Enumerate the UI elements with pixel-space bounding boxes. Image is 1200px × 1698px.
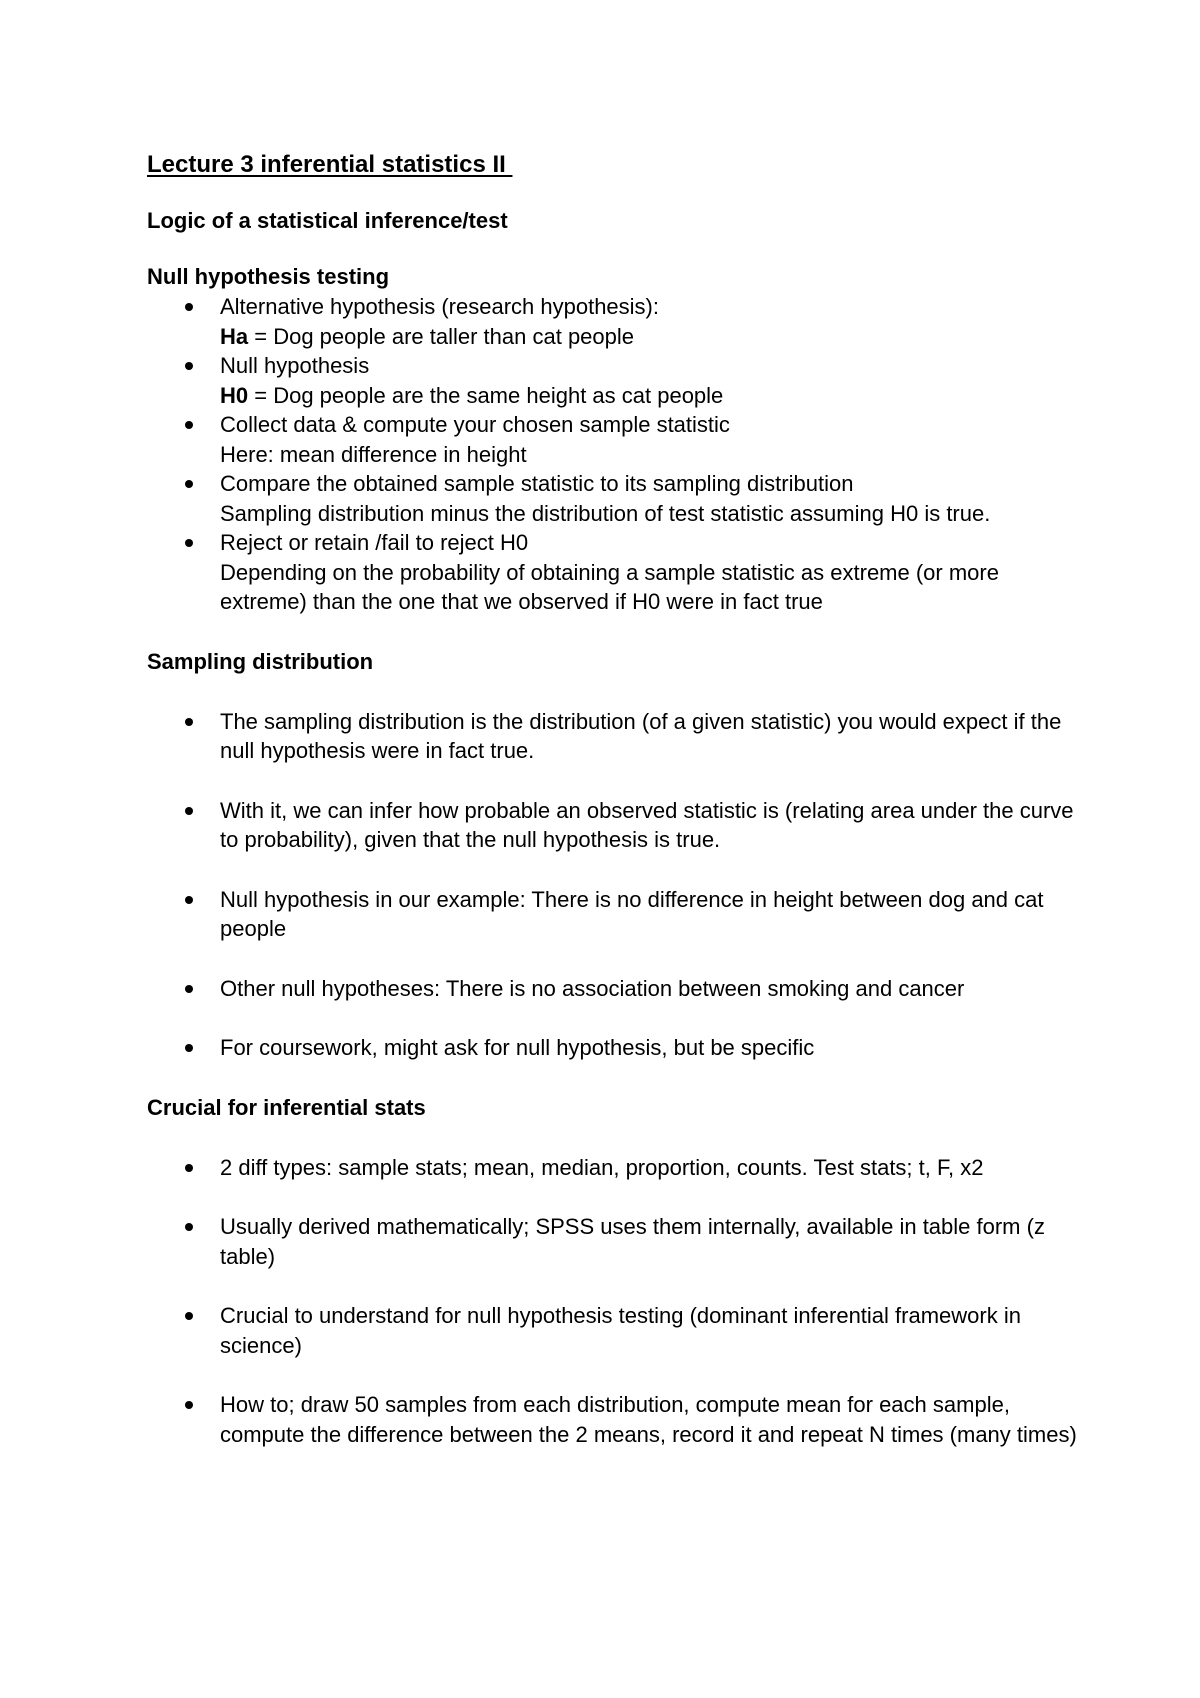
list-item bbox=[147, 1153, 1087, 1183]
list-item bbox=[147, 1301, 1087, 1360]
list-item bbox=[147, 351, 1087, 410]
list-item bbox=[147, 410, 1087, 469]
list-item-text: How to; draw 50 samples from each distribution, compute mean for each sample, compute the difference between the 2 means, record it and repeat N times (many times) bbox=[220, 1392, 1077, 1447]
bullet-icon bbox=[185, 1223, 193, 1231]
null-hypothesis-list bbox=[147, 292, 1087, 617]
list-item bbox=[147, 707, 1087, 766]
list-item-text: Null hypothesis bbox=[220, 353, 370, 378]
list-item bbox=[147, 1390, 1087, 1449]
list-item-text: Compare the obtained sample statistic to its sampling distribution bbox=[220, 471, 854, 496]
document-title: Lecture 3 inferential statistics II bbox=[147, 151, 513, 178]
document-subtitle: Logic of a statistical inference/test bbox=[147, 208, 508, 233]
list-item bbox=[147, 1212, 1087, 1271]
section-heading-null-hypothesis-testing: Null hypothesis testing bbox=[147, 264, 390, 289]
list-item bbox=[147, 469, 1087, 528]
list-item-text: Alternative hypothesis (research hypothesis): bbox=[220, 294, 659, 319]
bullet-icon bbox=[185, 807, 193, 815]
list-item-text: Collect data & compute your chosen sample statistic bbox=[220, 412, 730, 437]
list-item-subtext: Sampling distribution minus the distribution of test statistic assuming H0 is true. bbox=[220, 500, 991, 526]
bullet-icon bbox=[185, 1312, 193, 1320]
list-item-text: Other null hypotheses: There is no association between smoking and cancer bbox=[220, 975, 965, 1001]
list-item-text: Crucial to understand for null hypothesis testing (dominant inferential framework in science) bbox=[220, 1303, 1021, 1358]
bullet-icon bbox=[185, 1044, 193, 1052]
section-heading-crucial-for-inferential-stats: Crucial for inferential stats bbox=[147, 1094, 426, 1120]
list-item bbox=[147, 796, 1087, 855]
list-item bbox=[147, 1033, 1087, 1063]
hypothesis-text: = Dog people are the same height as cat people bbox=[248, 382, 724, 408]
list-item-subtext: Depending on the probability of obtaining a sample statistic as extreme (or more extreme) than the one that we observed if H0 were in fact true bbox=[220, 559, 999, 614]
bullet-icon bbox=[185, 1164, 193, 1172]
bullet-icon bbox=[185, 896, 193, 904]
bullet-icon bbox=[185, 718, 193, 726]
inferential-stats-list bbox=[147, 1153, 1087, 1450]
list-item-subtext: Here: mean difference in height bbox=[220, 441, 527, 467]
list-item-text: Reject or retain /fail to reject H0 bbox=[220, 530, 529, 555]
list-item bbox=[147, 885, 1087, 944]
document-body bbox=[147, 150, 1087, 1449]
bullet-icon bbox=[185, 303, 193, 311]
list-item-subtext bbox=[220, 381, 1087, 411]
list-item bbox=[147, 292, 1087, 351]
list-item-text: 2 diff types: sample stats; mean, median, proportion, counts. Test stats; t, F, x2 bbox=[220, 1154, 984, 1180]
bullet-icon bbox=[185, 1401, 193, 1409]
list-item-text: Usually derived mathematically; SPSS uses them internally, available in table form (z table) bbox=[220, 1214, 1045, 1269]
list-item bbox=[147, 974, 1087, 1004]
bullet-icon bbox=[185, 480, 193, 488]
hypothesis-label: Ha bbox=[220, 323, 249, 349]
list-item-text: For coursework, might ask for null hypothesis, but be specific bbox=[220, 1035, 815, 1060]
list-item-text: Null hypothesis in our example: There is no difference in height between dog and cat people bbox=[220, 886, 1044, 941]
section-heading-sampling-distribution: Sampling distribution bbox=[147, 648, 374, 674]
list-item bbox=[147, 528, 1087, 617]
bullet-icon bbox=[185, 362, 193, 370]
hypothesis-label: H0 bbox=[220, 382, 249, 408]
list-item-text: The sampling distribution is the distribution (of a given statistic) you would expect if the null hypothesis were in fact true. bbox=[220, 708, 1062, 763]
bullet-icon bbox=[185, 421, 193, 429]
bullet-icon bbox=[185, 985, 193, 993]
bullet-icon bbox=[185, 539, 193, 547]
sampling-distribution-list bbox=[147, 707, 1087, 1063]
list-item-text: With it, we can infer how probable an observed statistic is (relating area under the curve to probability), given that the null hypothesis is true. bbox=[220, 797, 1074, 852]
list-item-subtext bbox=[220, 322, 1087, 352]
hypothesis-text: = Dog people are taller than cat people bbox=[248, 323, 635, 349]
